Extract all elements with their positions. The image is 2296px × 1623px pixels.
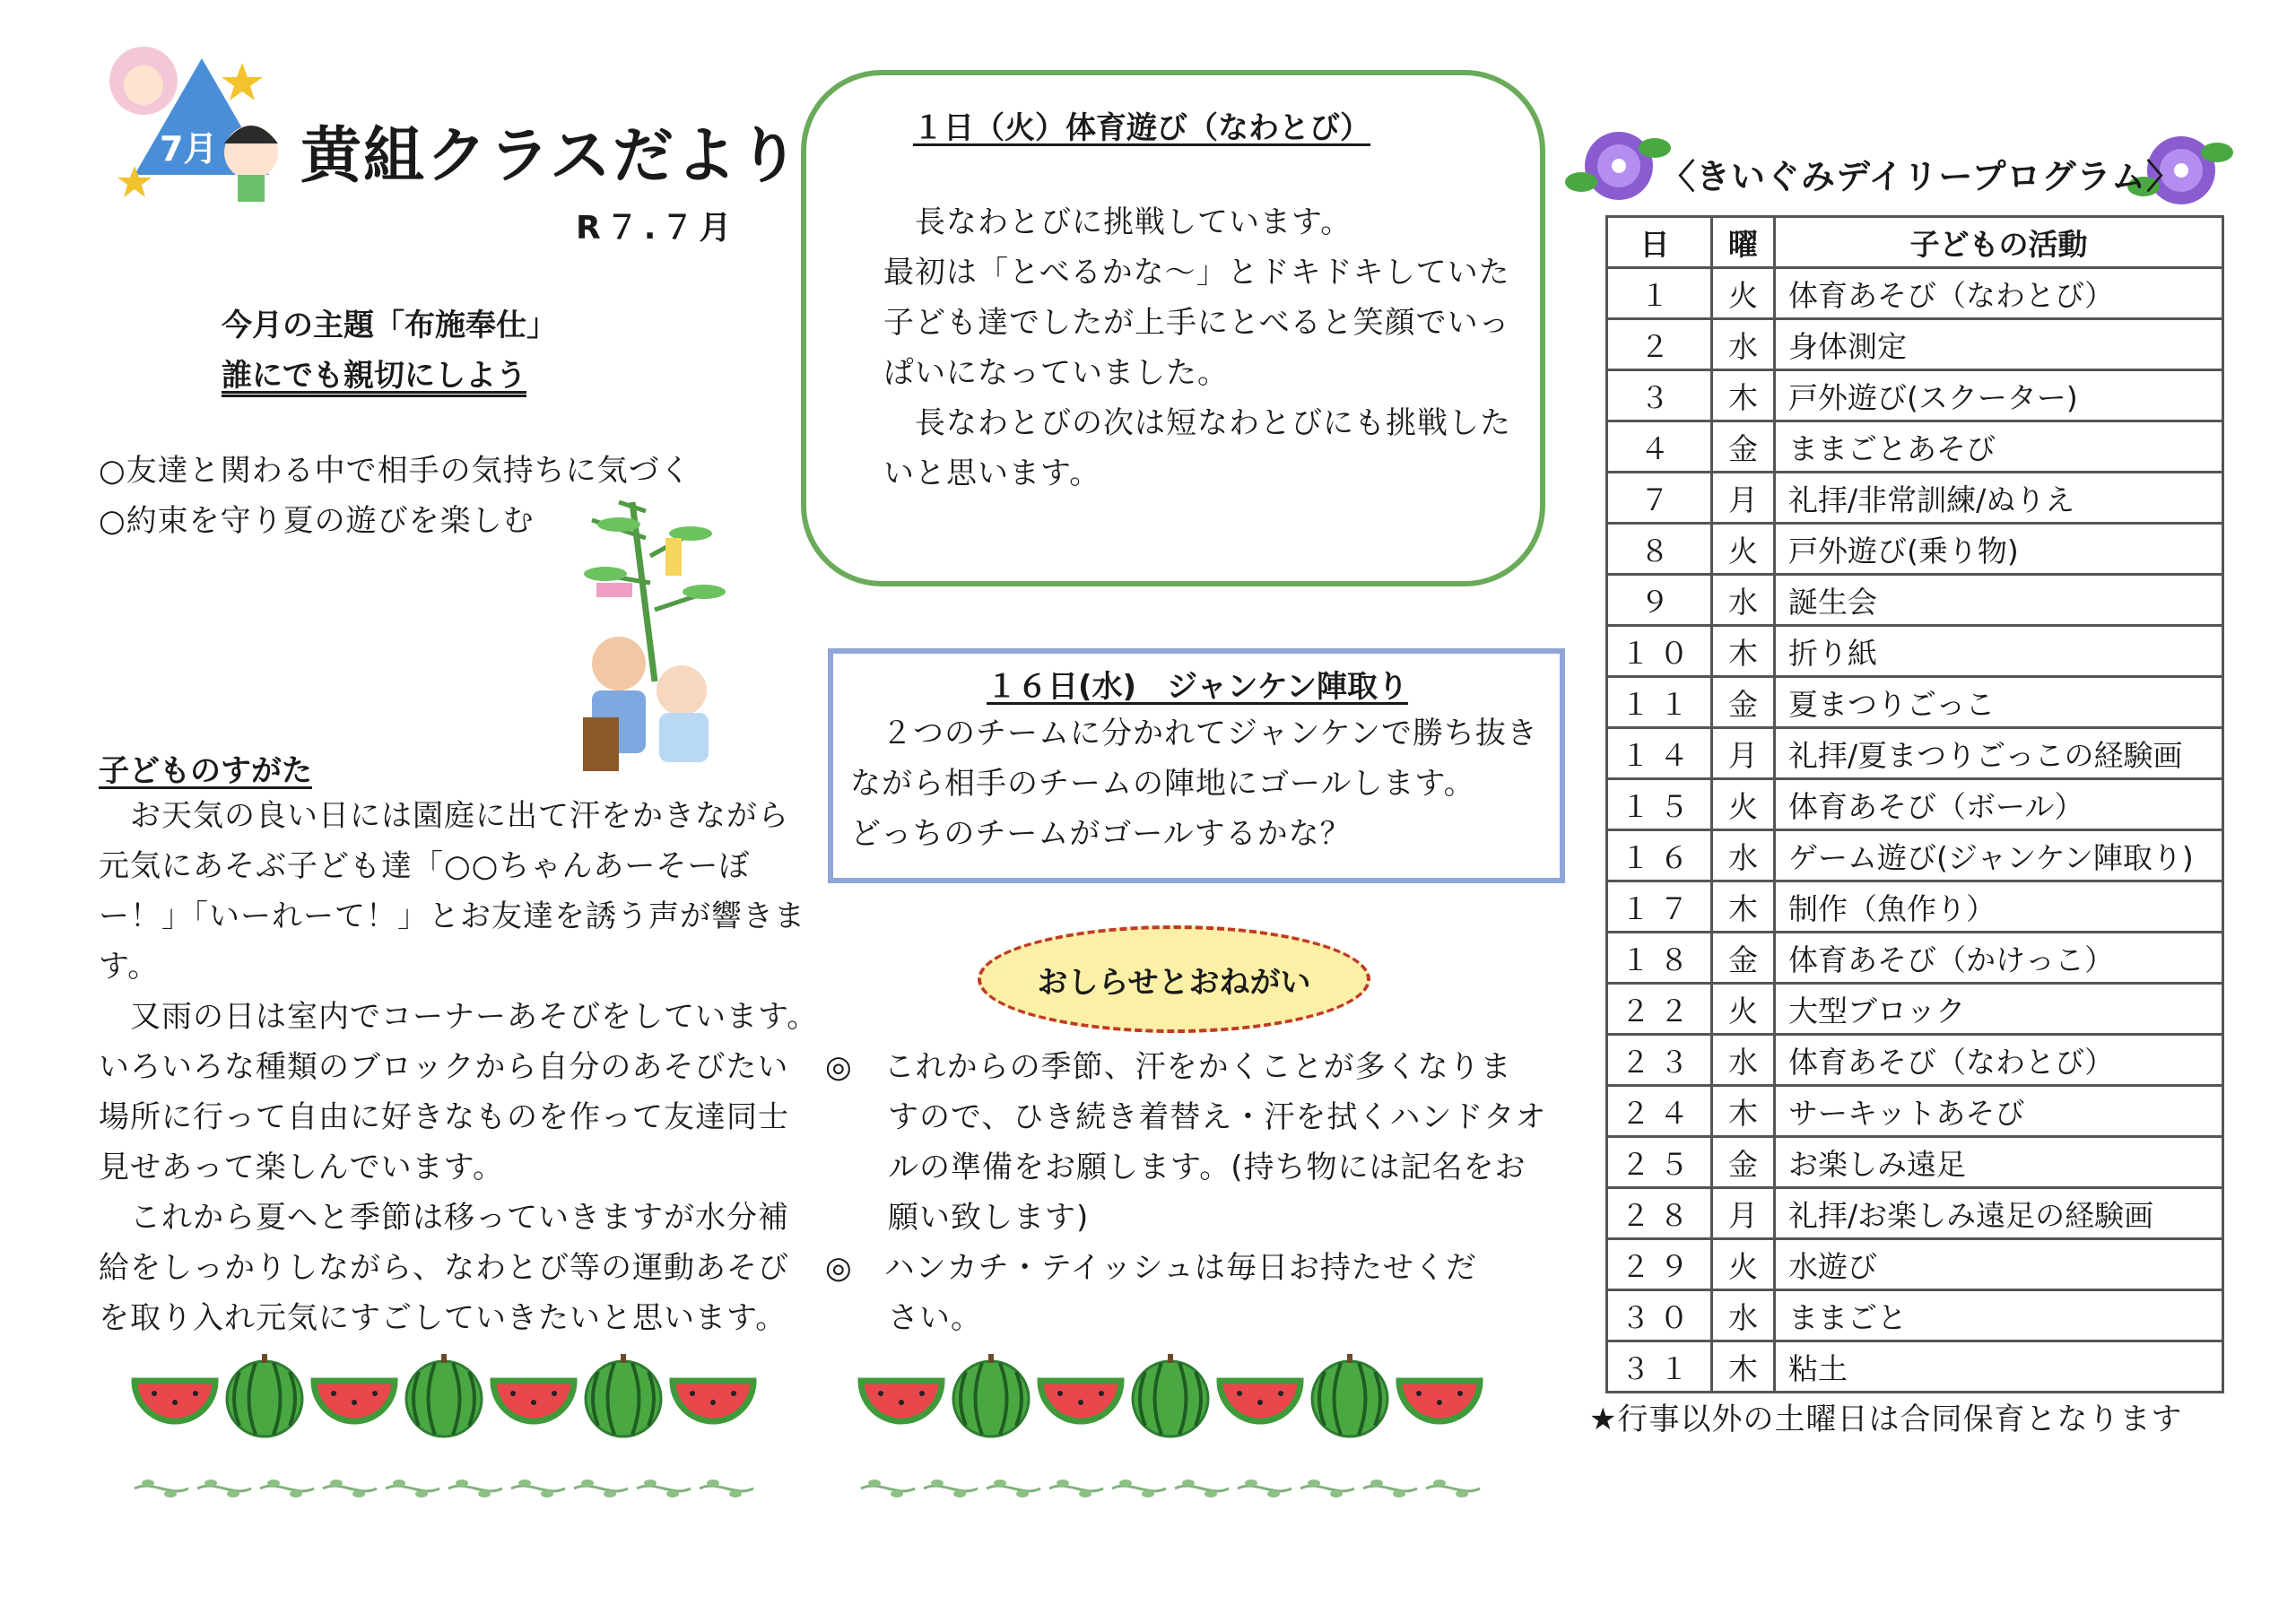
body-line: 給をしっかりしながら、なわとび等の運動あそび [99,1250,789,1286]
table-row [1607,933,2223,984]
activity-cell: 誕生会 [1775,575,2223,626]
saturday-footnote: ★行事以外の土曜日は合同保育となります [1589,1402,2183,1437]
body-line: 場所に行って自由に好きなものを作って友達同士 [99,1099,789,1135]
weekday-cell: 金 [1712,933,1775,984]
activity-cell: サーキットあそび [1775,1086,2223,1137]
notice-line: ◎ これからの季節、汗をかくことが多くなりま [825,1049,1512,1085]
weekday-cell: 水 [1712,830,1775,881]
body-line: 最初は「とべるかな～」とドキドキしていた [883,255,1510,291]
weekday-cell: 水 [1712,1035,1775,1086]
day-cell: ２８ [1607,1188,1712,1239]
table-row [1607,728,2223,779]
day-cell: ３１ [1607,1341,1712,1393]
weekday-cell: 木 [1712,370,1775,421]
weekday-cell: 火 [1712,779,1775,830]
janken-box-title: １６日(水) ジャンケン陣取り [987,669,1409,705]
activity-cell: 体育あそび（なわとび） [1775,1035,2223,1086]
day-cell: ２４ [1607,1086,1712,1137]
notice-line: ルの準備をお願します。(持ち物には記名をお [825,1150,1526,1185]
table-row [1607,1290,2223,1341]
weekday-cell: 金 [1712,1137,1775,1188]
day-cell: １ [1607,268,1712,319]
body-line: いと思います。 [883,456,1101,491]
table-row [1607,1137,2223,1188]
activity-cell: 夏まつりごっこ [1775,677,2223,728]
body-line: 長なわとびに挑戦しています。 [883,204,1352,240]
body-line: お天気の良い日には園庭に出て汗をかきながら [99,798,789,834]
notice-line: さい。 [825,1300,982,1336]
watermelon-border-middle [861,1354,1480,1436]
weekday-cell: 火 [1712,1239,1775,1290]
weekday-cell: 木 [1712,1341,1775,1393]
body-line: いろいろな種類のブロックから自分のあそびたい [99,1049,789,1085]
day-cell: ２９ [1607,1239,1712,1290]
daily-program-table [1605,215,2224,1393]
month-badge: 7月 [160,129,218,169]
goals-list [99,446,691,546]
day-cell: ９ [1607,575,1712,626]
activity-cell: 礼拝/夏まつりごっこの経験画 [1775,728,2223,779]
table-row [1607,473,2223,524]
header-activity: 子どもの活動 [1775,217,2223,268]
weekday-cell: 水 [1712,575,1775,626]
weekday-cell: 火 [1712,984,1775,1035]
day-cell: ３ [1607,370,1712,421]
weekday-cell: 水 [1712,1290,1775,1341]
weekday-cell: 金 [1712,677,1775,728]
day-cell: ２３ [1607,1035,1712,1086]
activity-cell: ゲーム遊び(ジャンケン陣取り) [1775,830,2223,881]
table-row [1607,370,2223,421]
table-row [1607,881,2223,933]
body-line: 長なわとびの次は短なわとびにも挑戦した [883,405,1511,441]
header-weekday: 曜 [1712,217,1775,268]
table-row [1607,1035,2223,1086]
activity-cell: 戸外遊び(スクーター) [1775,370,2223,421]
activity-cell: 粘土 [1775,1341,2223,1393]
jumprope-box-body [883,197,1511,499]
activity-cell: ままごと [1775,1290,2223,1341]
table-row [1607,421,2223,473]
body-line: ながら相手のチームの陣地にゴールします。 [850,766,1475,802]
day-cell: ７ [1607,473,1712,524]
weekday-cell: 木 [1712,881,1775,933]
day-cell: １１ [1607,677,1712,728]
table-row [1607,830,2223,881]
table-row [1607,984,2223,1035]
day-cell: １５ [1607,779,1712,830]
activity-cell: ままごとあそび [1775,421,2223,473]
vine-border [135,1480,753,1497]
goal-item: ○友達と関わる中で相手の気持ちに気づく [99,453,691,489]
table-row [1607,1188,2223,1239]
table-header-row [1607,217,2223,268]
weekday-cell: 水 [1712,319,1775,370]
body-line: 又雨の日は室内でコーナーあそびをしています。 [99,999,819,1035]
day-cell: １６ [1607,830,1712,881]
children-section-heading: 子どものすがた [99,753,312,789]
activity-cell: 体育あそび（ボール） [1775,779,2223,830]
activity-cell: 水遊び [1775,1239,2223,1290]
notice-line: ◎ ハンカチ・テイッシュは毎日お持たせくだ [825,1250,1477,1286]
day-cell: ４ [1607,421,1712,473]
weekday-cell: 月 [1712,728,1775,779]
day-cell: ２５ [1607,1137,1712,1188]
weekday-cell: 金 [1712,421,1775,473]
table-row [1607,1086,2223,1137]
body-line: どっちのチームがゴールするかな？ [850,816,1352,852]
activity-cell: 体育あそび（なわとび） [1775,268,2223,319]
activity-cell: 折り紙 [1775,626,2223,677]
body-line: を取り入れ元気にすごしていきたいと思います。 [99,1300,787,1336]
notice-body [825,1042,1546,1343]
theme-title: 今月の主題「布施奉仕」 [222,308,557,343]
page-title: 黄組クラスだより [300,121,801,192]
theme-subtitle: 誰にでも親切にしよう [222,358,526,394]
activity-cell: 身体測定 [1775,319,2223,370]
vine-border [861,1480,1480,1497]
day-cell: １７ [1607,881,1712,933]
body-line: ぱいになっていました。 [883,355,1229,391]
table-row [1607,1341,2223,1393]
table-row [1607,677,2223,728]
table-row [1607,575,2223,626]
activity-cell: 制作（魚作り） [1775,881,2223,933]
body-line: 見せあって楽しんでいます。 [99,1150,504,1185]
weekday-cell: 月 [1712,473,1775,524]
children-section-body [99,791,818,1343]
body-line: す。 [99,949,160,985]
table-row [1607,626,2223,677]
notice-title: おしらせとおねがい [1037,964,1311,1001]
monthly-theme [222,300,557,401]
weekday-cell: 木 [1712,626,1775,677]
body-line: 子ども達でしたが上手にとべると笑顔でいっ [883,305,1510,341]
day-cell: ３０ [1607,1290,1712,1341]
header-day: 日 [1607,217,1712,268]
day-cell: ２２ [1607,984,1712,1035]
activity-cell: 礼拝/お楽しみ遠足の経験画 [1775,1188,2223,1239]
activity-cell: 体育あそび（かけっこ） [1775,933,2223,984]
program-title: 〈きいぐみデイリープログラム〉 [1661,157,2182,196]
janken-box-body [850,708,1538,859]
morning-glory-icon [1565,132,1671,200]
weekday-cell: 木 [1712,1086,1775,1137]
day-cell: ８ [1607,524,1712,575]
weekday-cell: 火 [1712,268,1775,319]
table-row [1607,319,2223,370]
table-row [1607,268,2223,319]
notice-line: 願い致します) [825,1200,1090,1236]
body-line: ー！」「いーれーて！」とお友達を誘う声が響きま [99,898,805,934]
activity-cell: 大型ブロック [1775,984,2223,1035]
weekday-cell: 火 [1712,524,1775,575]
activity-cell: 戸外遊び(乗り物) [1775,524,2223,575]
body-line: ２つのチームに分かれてジャンケンで勝ち抜き [850,716,1538,751]
issue-date: R７.７月 [576,210,737,247]
body-line: これから夏へと季節は移っていきますが水分補 [99,1200,789,1236]
notice-line: すので、ひき続き着替え・汗を拭くハンドタオ [825,1099,1547,1135]
day-cell: ２ [1607,319,1712,370]
goal-item: ○約束を守り夏の遊びを楽しむ [99,503,535,539]
day-cell: １４ [1607,728,1712,779]
activity-cell: お楽しみ遠足 [1775,1137,2223,1188]
table-row [1607,524,2223,575]
day-cell: １０ [1607,626,1712,677]
activity-cell: 礼拝/非常訓練/ぬりえ [1775,473,2223,524]
day-cell: １８ [1607,933,1712,984]
body-line: 元気にあそぶ子ども達「○○ちゃんあーそーぼ [99,848,751,884]
jumprope-box-title: １日（火）体育遊び（なわとび） [913,110,1370,146]
table-row [1607,1239,2223,1290]
notice-badge [978,925,1370,1033]
watermelon-border-left [135,1354,753,1436]
weekday-cell: 月 [1712,1188,1775,1239]
table-row [1607,779,2223,830]
